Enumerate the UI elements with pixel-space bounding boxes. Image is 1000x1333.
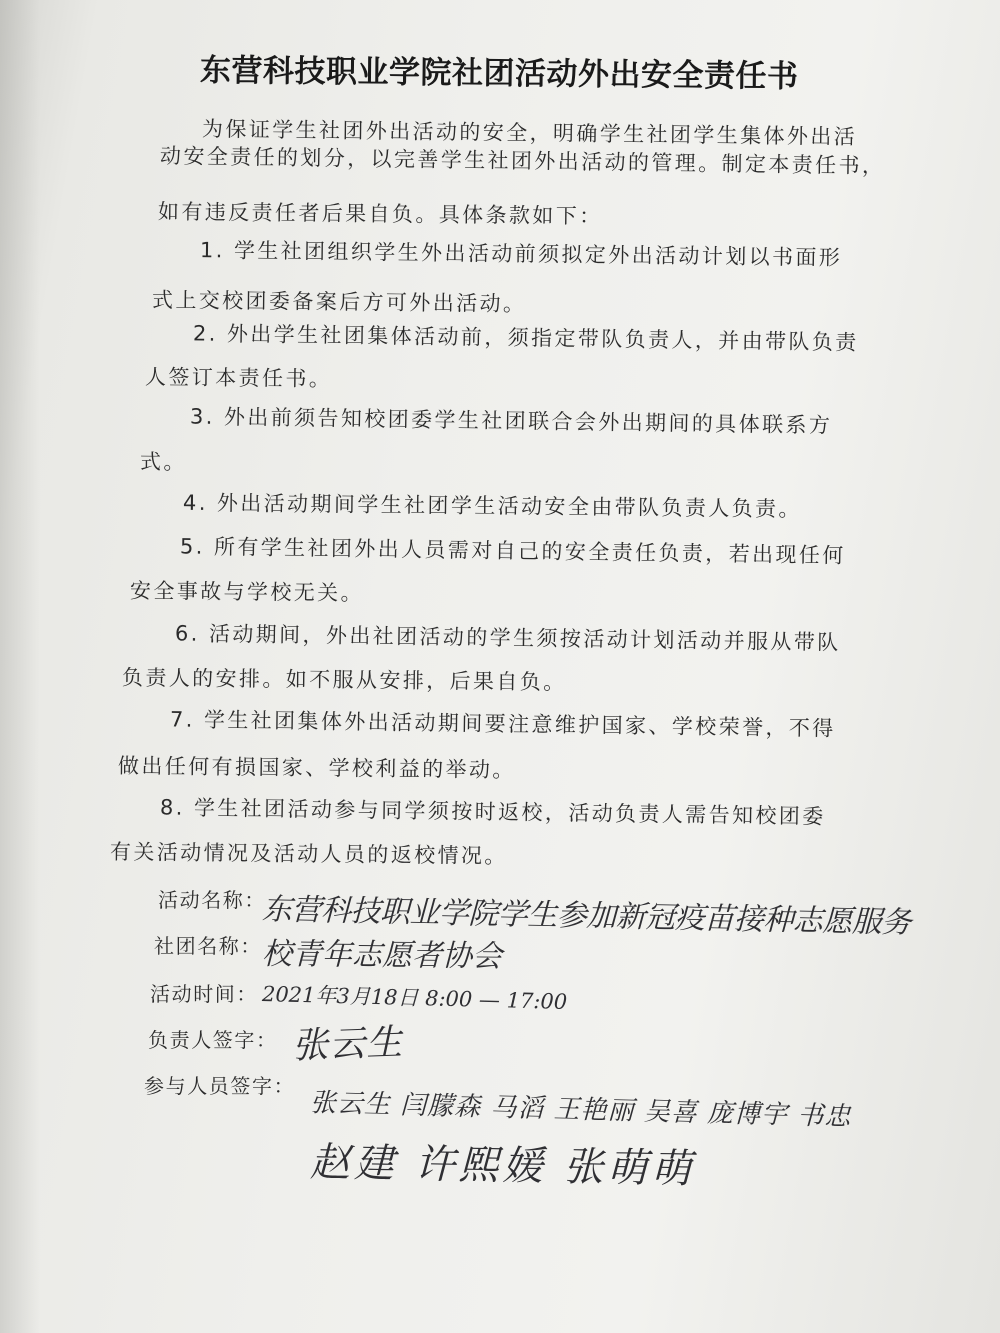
clause-line: 做出任何有损国家、学校利益的举动。 bbox=[117, 753, 516, 783]
participants-signatures-line2: 赵建 许熙媛 张萌萌 bbox=[309, 1139, 696, 1193]
intro-line: 动安全责任的划分，以完善学生社团外出活动的管理。制定本责任书， bbox=[159, 143, 886, 179]
club-name-label: 社团名称： bbox=[154, 934, 262, 958]
clause-line: 5. 所有学生社团外出人员需对自己的安全责任负责，若出现任何 bbox=[179, 534, 846, 568]
activity-time-label: 活动时间： bbox=[150, 982, 258, 1006]
clause-line: 负责人的安排。如不服从安排，后果自负。 bbox=[121, 665, 567, 695]
intro-line: 如有违反责任者后果自负。具体条款如下： bbox=[157, 199, 603, 229]
clause-line: 安全事故与学校无关。 bbox=[129, 578, 365, 606]
activity-time-value: 2021年3月18日 8:00 — 17:00 bbox=[261, 982, 568, 1014]
clause-line: 有关活动情况及活动人员的返校情况。 bbox=[109, 839, 508, 869]
activity-name-label: 活动名称： bbox=[158, 888, 266, 912]
leader-signature: 张云生 bbox=[291, 1022, 404, 1067]
document-title: 东营科技职业学院社团活动外出安全责任书 bbox=[199, 52, 799, 95]
club-name-value: 校青年志愿者协会 bbox=[261, 936, 503, 975]
clause-line: 6. 活动期间，外出社团活动的学生须按活动计划活动并服从带队 bbox=[174, 621, 841, 655]
clause-line: 3. 外出前须告知校团委学生社团联合会外出期间的具体联系方 bbox=[189, 404, 833, 438]
clause-line: 8. 学生社团活动参与同学须按时返校，活动负责人需告知校团委 bbox=[159, 795, 826, 829]
clause-line: 1. 学生社团组织学生外出活动前须拟定外出活动计划以书面形 bbox=[199, 238, 843, 270]
participants-signatures-line1: 张云生 闫朦森 马滔 王艳丽 吴喜 庞博宇 书忠 bbox=[309, 1088, 852, 1133]
clause-line: 2. 外出学生社团集体活动前，须指定带队负责人，并由带队负责 bbox=[192, 321, 859, 355]
clause-line: 人签订本责任书。 bbox=[144, 365, 333, 391]
activity-name-value: 东营科技职业学院学生参加新冠疫苗接种志愿服务 bbox=[261, 892, 912, 941]
clause-line: 式。 bbox=[139, 449, 187, 475]
clause-line: 7. 学生社团集体外出活动期间要注意维护国家、学校荣誉，不得 bbox=[169, 707, 836, 741]
clause-line: 式上交校团委备案后方可外出活动。 bbox=[151, 288, 527, 316]
leader-signature-label: 负责人签字： bbox=[148, 1028, 278, 1052]
intro-line: 为保证学生社团外出活动的安全，明确学生社团学生集体外出活 bbox=[201, 116, 858, 150]
clause-line: 4. 外出活动期间学生社团学生活动安全由带队负责人负责。 bbox=[182, 490, 803, 522]
participants-signature-label: 参与人员签字： bbox=[144, 1074, 296, 1098]
